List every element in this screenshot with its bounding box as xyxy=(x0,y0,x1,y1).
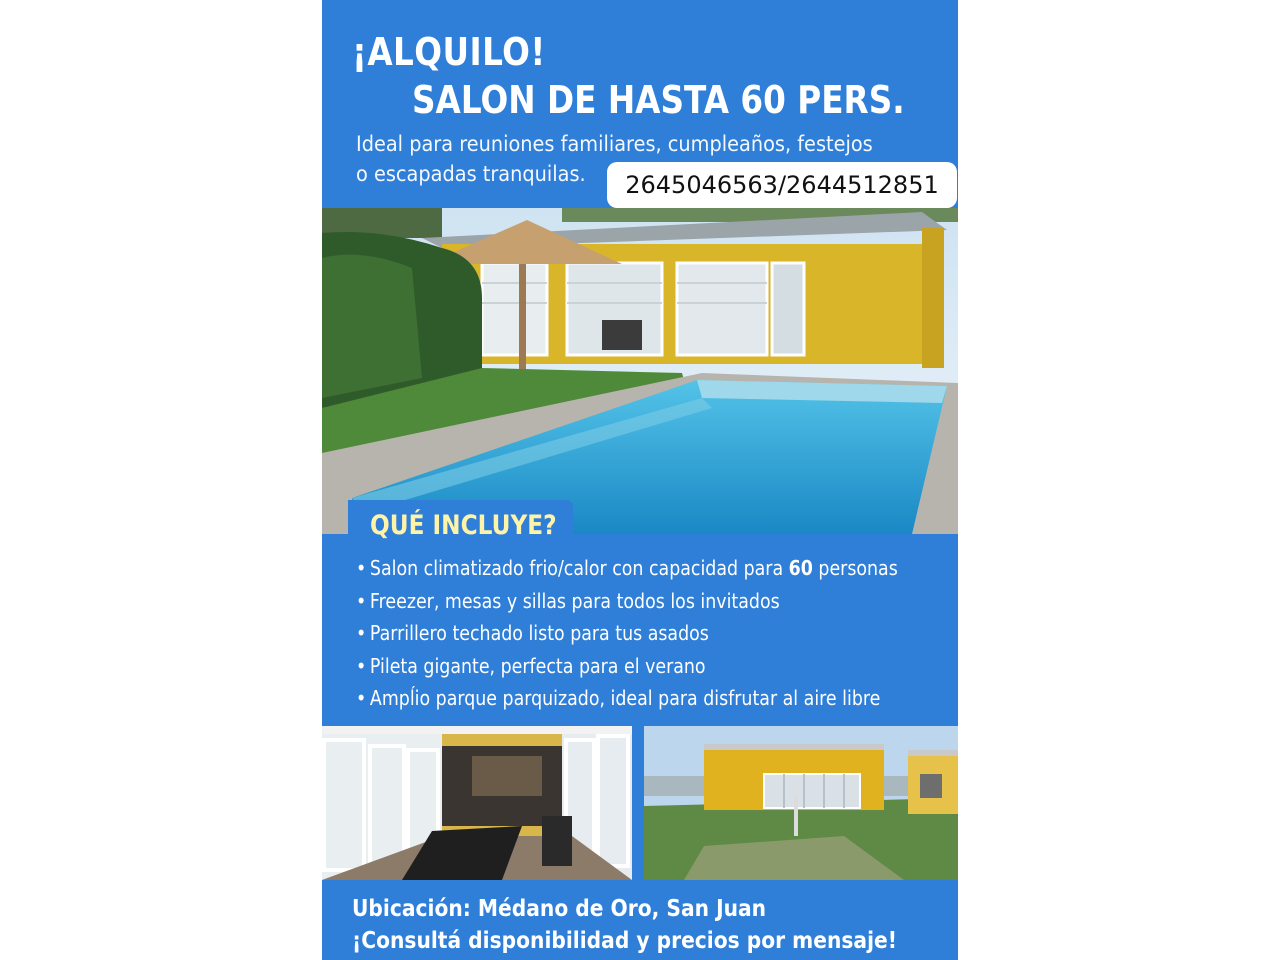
description-line-2: o escapadas tranquilas. xyxy=(356,162,586,186)
includes-title: QUÉ INCLUYE? xyxy=(370,510,557,541)
bullet-icon: • xyxy=(356,653,367,678)
flyer xyxy=(322,0,958,960)
headline-rent: ¡ALQUILO! xyxy=(352,30,546,74)
list-item: • Ampĺio parque parquizado, ideal para disfrutar al aire libre xyxy=(356,682,898,715)
phone-numbers: 2645046563/2644512851 xyxy=(607,162,957,208)
list-item: • Salon climatizado frio/calor con capacidad para 60 personas xyxy=(356,552,898,585)
capacity-number: 60 xyxy=(788,556,813,580)
interior-photo xyxy=(322,726,632,880)
call-to-action: ¡Consultá disponibilidad y precios por mensaje! xyxy=(352,928,897,954)
headline-capacity: SALON DE HASTA 60 PERS. xyxy=(412,78,905,122)
bullet-icon: • xyxy=(356,686,367,710)
description-line-1: Ideal para reuniones familiares, cumpleaños, festejos xyxy=(356,132,873,156)
pool-photo xyxy=(322,208,958,534)
bullet-icon: • xyxy=(356,621,367,645)
list-item: • Parrillero techado listo para tus asados xyxy=(356,617,898,650)
includes-list xyxy=(356,552,958,715)
bullet-icon: • xyxy=(356,556,367,580)
list-item: • Freezer, mesas y sillas para todos los invitados xyxy=(356,585,898,618)
location: Ubicación: Médano de Oro, San Juan xyxy=(352,896,767,922)
bullet-icon: • xyxy=(356,588,367,613)
exterior-photo xyxy=(644,726,958,880)
includes-title-box xyxy=(348,500,573,548)
list-item: • Pileta gigante, perfecta para el verano xyxy=(356,650,898,683)
